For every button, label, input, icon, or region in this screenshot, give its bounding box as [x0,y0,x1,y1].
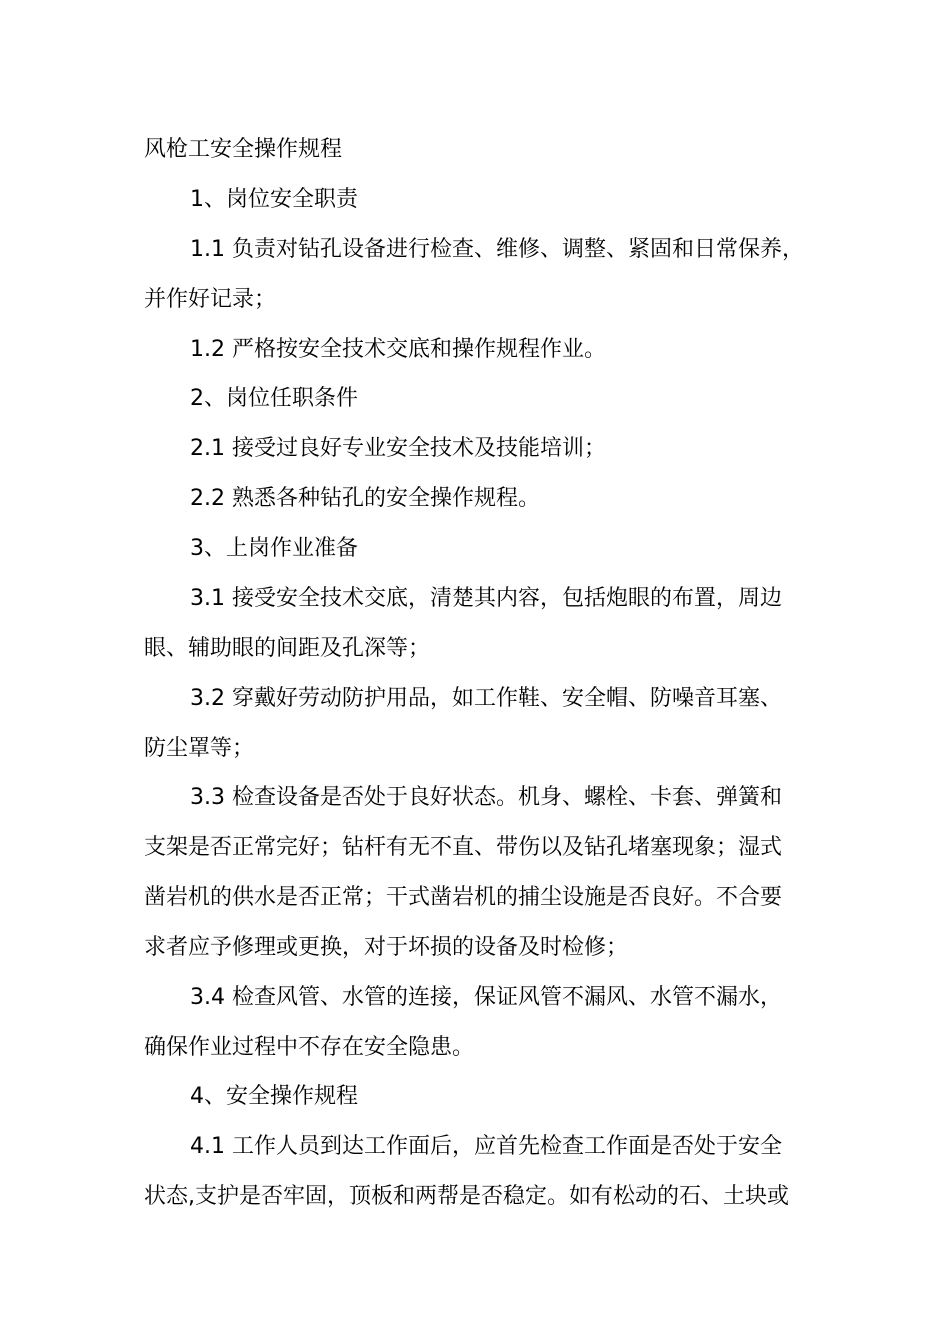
paragraph-line: 3.1 接受安全技术交底，清楚其内容，包括炮眼的布置，周边 [190,586,782,611]
paragraph-line: 确保作业过程中不存在安全隐患。 [144,1035,475,1060]
section-heading: 4、安全操作规程 [190,1084,358,1109]
paragraph-line: 状态,支护是否牢固，顶板和两帮是否稳定。如有松动的石、土块或 [144,1184,789,1209]
paragraph-line: 眼、辅助眼的间距及孔深等； [144,636,431,661]
paragraph-line: 4.1 工作人员到达工作面后，应首先检查工作面是否处于安全 [190,1134,782,1159]
paragraph-line: 防尘罩等； [144,736,255,761]
paragraph-line: 凿岩机的供水是否正常；干式凿岩机的捕尘设施是否良好。不合要 [144,885,783,910]
section-heading: 1、岗位安全职责 [190,187,358,212]
paragraph-line: 1.1 负责对钻孔设备进行检查、维修、调整、紧固和日常保养， [190,237,804,262]
paragraph-line: 求者应予修理或更换，对于坏损的设备及时检修； [144,935,629,960]
paragraph-line: 3.3 检查设备是否处于良好状态。机身、螺栓、卡套、弹簧和 [190,785,782,810]
paragraph-line: 1.2 严格按安全技术交底和操作规程作业。 [190,337,606,362]
document-title: 风枪工安全操作规程 [144,137,343,162]
paragraph-line: 2.2 熟悉各种钻孔的安全操作规程。 [190,486,540,511]
paragraph-line: 并作好记录； [144,287,277,312]
paragraph-line: 2.1 接受过良好专业安全技术及技能培训； [190,436,606,461]
paragraph-line: 3.2 穿戴好劳动防护用品，如工作鞋、安全帽、防噪音耳塞、 [190,686,782,711]
paragraph-line: 3.4 检查风管、水管的连接，保证风管不漏风、水管不漏水， [190,985,782,1010]
section-heading: 2、岗位任职条件 [190,386,358,411]
paragraph-line: 支架是否正常完好；钻杆有无不直、带伤以及钻孔堵塞现象；湿式 [144,835,783,860]
section-heading: 3、上岗作业准备 [190,536,358,561]
